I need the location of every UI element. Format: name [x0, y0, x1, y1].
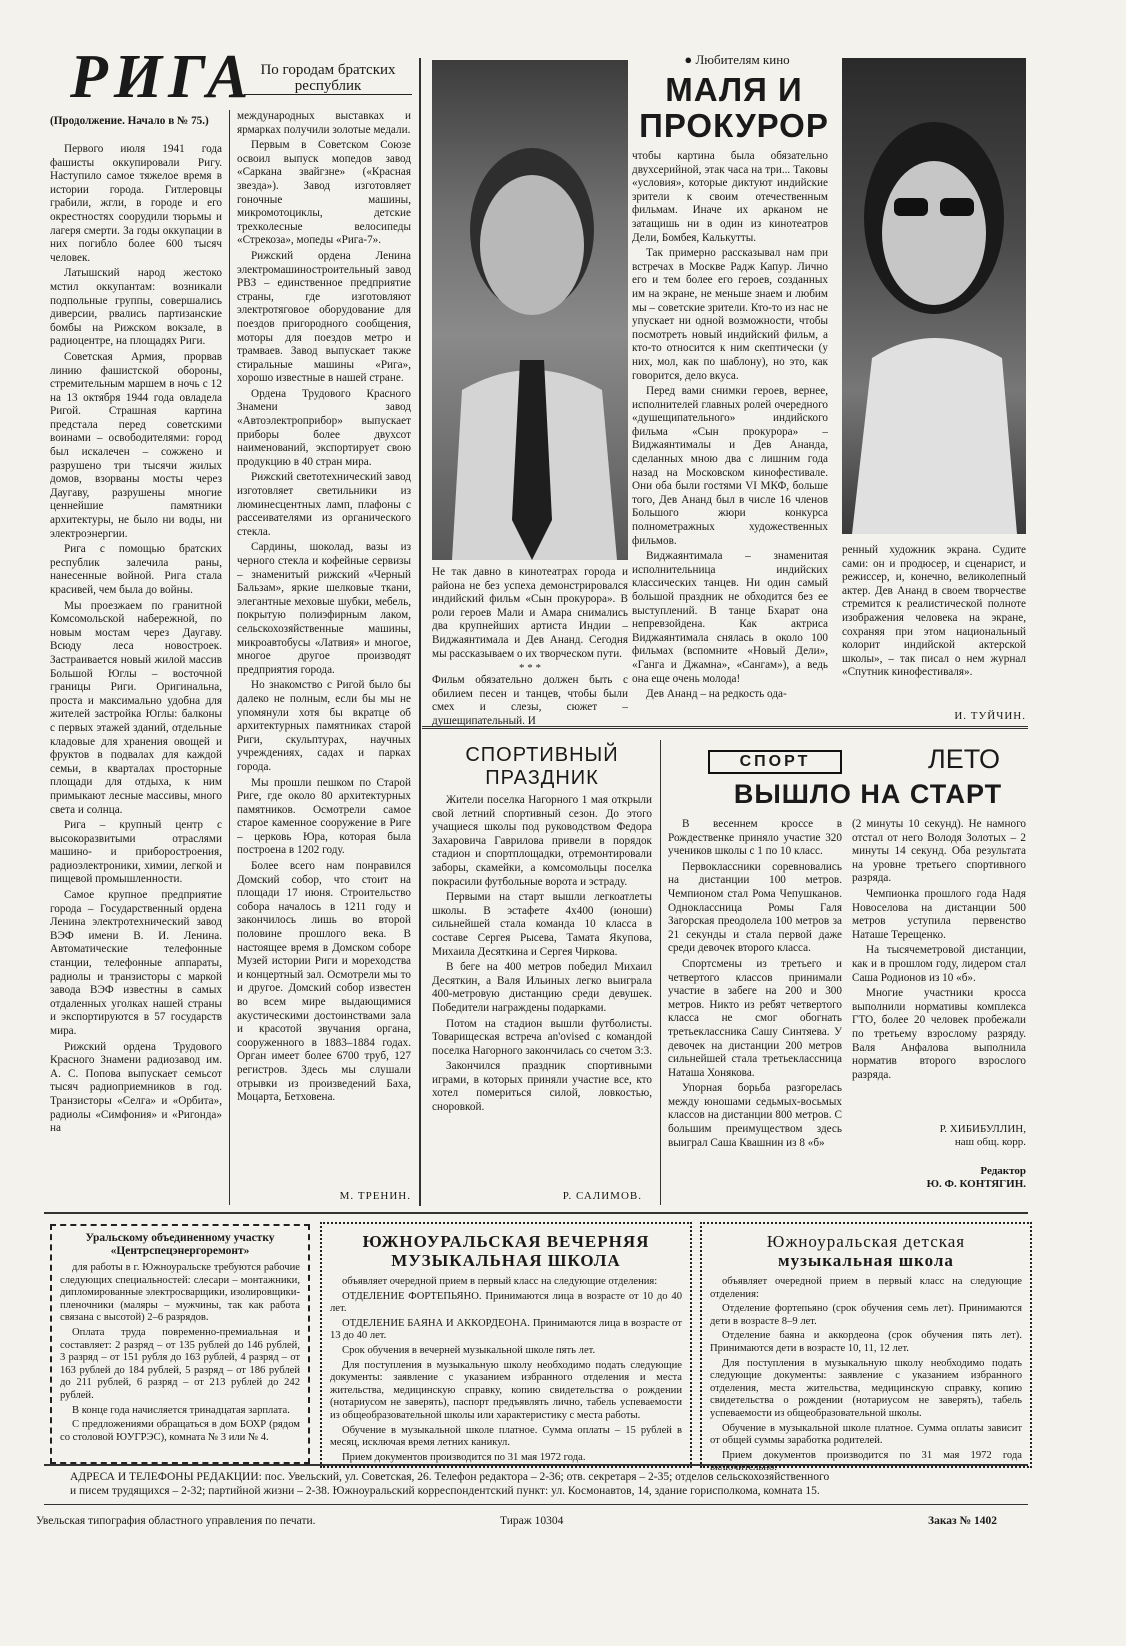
ad-title: ЮЖНОУРАЛЬСКАЯ ВЕЧЕРНЯЯ МУЗЫКАЛЬНАЯ ШКОЛА — [362, 1232, 650, 1270]
sport-right-headline-2: ВЫШЛО НА СТАРТ — [733, 779, 1003, 809]
sport-paragraph: Жители поселка Нагорного 1 мая открыли свой летний спортивный сезон. До этого учащиеся школы под руководством Федора Захаровича Гаврилова привели в порядок стадион и спортплощадки, отремонтировали заборы, скамейки, а комсомольцы поселка покрасили футбольные ворота и эстраду. — [432, 794, 652, 888]
ad-paragraph: для работы в г. Южноуральске требуются рабочие следующих специальностей: слесари – монтажники, дипломированные электросварщики, изолировщики-пленочники (маляры – мужчины, так как работа связана с высотой) 2–6 разрядов. — [60, 1262, 300, 1324]
ad-paragraph: Отделение баяна и аккордеона (срок обучения пять лет). Принимаются дети в возрасте 10, 11, 12 лет. — [710, 1330, 1022, 1354]
sport-right-column-b — [852, 818, 1026, 1118]
riga-paragraph: Советская Армия, прорвав линию фашистской обороны, стремительным маршем в ночь с 12 на 13 октября 1944 года овладела Ригой. Страшная картина предстала перед советскими воинами – освободителями: город был искалечен – сожжено и разрушено три тысячи жилых домов, взорваны мосты через Даугаву, разрушены многие ценнейшие памятники архитектуры, не было ни воды, ни электроэнергии. — [50, 350, 222, 540]
cinema-headline: МАЛЯ И ПРОКУРОР — [639, 71, 829, 144]
ad-paragraph: Для поступления в музыкальную школу необходимо подать следующие документы: заявление с указанием избранного отделения, места жительства, медицинскую справку, копию свидетельства о рождении (нотариусом не заверять), табель успеваемости из общеобразовательной школы. — [710, 1357, 1022, 1419]
riga-paragraph: Мы прошли пешком по Старой Риге, где около 80 архитектурных памятников. Осмотрели самое старое каменное сооружение в Риге – церковь Юра, которая была построена в 1202 году. — [237, 776, 411, 857]
editor-label: Редактор — [980, 1165, 1026, 1177]
bullet-icon: ● — [684, 52, 696, 67]
ad-paragraph: Срок обучения в вечерней музыкальной школе пять лет. — [342, 1344, 596, 1356]
column-divider — [660, 740, 661, 1205]
sport-paragraph: На тысячеметровой дистанции, как и в прошлом году, лидером стал Саша Родионов из 10 «б». — [852, 944, 1026, 984]
sport-left-column — [432, 794, 652, 1140]
riga-paragraph: Рижский ордена Ленина электромашиностроительный завод РВЗ – единственное предприятие страны, где изготовляют электротяговое оборудование для поездов пригородного сообщения, моторы для поездов метро и трамваев. Завод выпускает также стиральные машины «Рига», хорошо известные в нашей стране. — [237, 249, 411, 385]
editor-name: Ю. Ф. КОНТЯГИН. — [926, 1178, 1026, 1190]
photo-caption: Не так давно в кинотеатрах города и района не без успеха демонстрировался индийский фильм «Сын прокурора». В роли героев Мали и Амара снимались два крупнейших артиста Индии – Виджаянтимала и Дев Ананд. Сегодня мы рассказываем о их творческом пути. — [432, 566, 628, 660]
circulation: Тираж 10304 — [500, 1515, 564, 1527]
ad-paragraph: Прием документов производится по 31 мая 1972 года включительно. — [710, 1449, 1022, 1474]
riga-paragraph: Сардины, шоколад, вазы из черного стекла и кофейные сервизы – знаменитый рижский «Черный Бальзам», яркие шелковые ткани, элегантные меховые шубки, мебель, покрытую полиэфирным лаком, сельскохозяйственные машины, микроавтобусы «Латвия» и многое, многое другое производят предприятия города. — [237, 541, 411, 676]
riga-paragraph: Первым в Советском Союзе освоил выпуск мопедов завод «Саркана звайгзне» («Красная звезда»). Завод изготовляет гоночные машины, микромотоциклы, детские трехколесные велосипеды «Стрекоза», мопеды «Рига-7». — [237, 139, 411, 247]
editor-block — [852, 1165, 1026, 1191]
order-number: Заказ № 1402 — [928, 1515, 997, 1527]
sport-right-column-a — [668, 818, 842, 1198]
footer-divider — [44, 1504, 1028, 1505]
cinema-text-left-end: Фильм обязательно должен быть с обилием песен и танцев, чтобы были смех и слезы, сюжет – душещипательный. И — [432, 674, 628, 727]
sport-paragraph: (2 минуты 10 секунд). Не намного отстал от него Володя Золотых – 2 минуты 14 секунд. Оба результата на уровне третьего спортивного разряда. — [852, 818, 1026, 885]
sport-paragraph: Чемпионка прошлого года Надя Новоселова на дистанции 500 метров уступила первенство Наташе Терещенко. — [852, 887, 1026, 941]
sport-paragraph: Закончился праздник спортивными играми, в которых приняли участие все, кто хотел помериться силой, ловкостью, сноровкой. — [432, 1060, 652, 1114]
riga-paragraph: Рижский ордена Трудового Красного Знамени радиозавод им. А. С. Попова выпускает семьсот тысяч радиоприемников в год. Транзисторы «Селга» и «Орбита», радиолы «Симфония» и «Ригонда» на — [50, 1040, 222, 1135]
separator-stars: * * * — [519, 662, 541, 674]
ad-paragraph: Отделение фортепьяно (срок обучения семь лет). Принимаются дети в возрасте 8–9 лет. — [710, 1303, 1022, 1327]
ad-title: Уральскому объединенному участку «Центрспецэнергоремонт» — [85, 1232, 275, 1257]
ad-paragraph: ОТДЕЛЕНИЕ БАЯНА И АККОРДЕОНА. Принимаются лица в возрасте от 13 до 40 лет. — [330, 1317, 682, 1342]
sport-left-signature: Р. САЛИМОВ. — [562, 1190, 642, 1202]
ad-paragraph: С предложениями обращаться в дом БОХР (рядом со столовой ЮУГРЭС), комната № 3 или № 4. — [60, 1419, 300, 1443]
sport-right-headline-1: ЛЕТО — [927, 744, 1000, 774]
riga-column-1 — [50, 143, 222, 1205]
riga-paragraph: Первого июля 1941 года фашисты оккупировали Ригу. Наступило самое тяжелое время в истории города. Гитлеровцы грабили, жгли, в городе и его окрестностях соорудили тюрьмы и лагеря смерти. За годы оккупации в них погибло более 600 тысяч человек. — [50, 143, 222, 264]
column-divider — [419, 58, 421, 1206]
actor-photo — [432, 60, 628, 560]
printer-info: Увельская типография областного управления по печати. — [36, 1515, 316, 1527]
sport-paragraph: Потом на стадион вышли футболисты. Товарищеская встреча an'ovised с командой поселка Нагорного закончилась со счетом 3:3. — [432, 1017, 652, 1057]
ad-paragraph: Обучение в музыкальной школе платное. Сумма оплаты – 15 рублей в месяц, исключая время летних каникул. — [330, 1424, 682, 1449]
cinema-paragraph: Так примерно рассказывал нам при встречах в Москве Радж Капур. Лично его и тем более его героев, созданных им на экране, не меньше знаем и любим мы – советские зрители. Кто-то из нас не упускает ни одной возможности, чтобы посмотреть новый индийский фильм, а кто-то относится к ним скептически (у них, мол, как по шаблону), но это, как говорится, дело вкуса. — [632, 247, 828, 382]
sport-paragraph: Упорная борьба разгорелась между юношами седьмых-восьмых классов на дистанции 800 метров. С большим преимуществом здесь выиграл Саша Квашнин из 8 «б» — [668, 1082, 842, 1149]
riga-paragraph: Рижский светотехнический завод изготовляет светильники из люминесцентных ламп, плафоны с рассеивателями из органического стекла. — [237, 471, 411, 538]
sport-paragraph: В весеннем кроссе в Рождественке приняло участие 320 учеников школы с 1 по 10 класс. — [668, 818, 842, 858]
ad-title: Южноуральская детская музыкальная школа — [766, 1232, 966, 1270]
sport-paragraph: Первоклассники соревновались на дистанции 100 метров. Чемпионом стал Рома Чепушканов. Одноклассница Ромы Галя Загорская преодолела 100 метров за 21 секунды и стала первой даже среди девочек второго класса. — [668, 860, 842, 955]
cinema-paragraph: ренный художник экрана. Судите сами: он и продюсер, и сценарист, и режиссер, и, конечно, великолепный актер. Дев Ананд в своем творчестве стремится к реалистической полноте изображения человека на экране, сохраняя при этом национальный колорит индийской актерской школы», – так писал о нем журнал «Спутник кинофестиваля». — [842, 544, 1026, 679]
riga-paragraph: Латышский народ жестоко мстил оккупантам: возникали подпольные группы, совершались диверсии, рвались партизанские бомбы на Рижском вокзале, в радиоцентре, на площадях Риги. — [50, 267, 222, 348]
ad-paragraph: Оплата труда повременно-премиальная и составляет: 2 разряд – от 135 рублей до 146 рублей, 3 разряд – от 151 рубля до 163 рублей, 4 разряд – от 163 рублей до 184 рублей, 5 разряд – от 186 рублей до 211 рублей, 6 разряд – от 213 рублей до 242 рублей. — [60, 1326, 300, 1401]
section-divider — [422, 726, 1028, 729]
riga-paragraph: Более всего нам понравился Домский собор, что стоит на площади 17 июня. Строительство собора началось в 1211 году и закончилось лишь во второй половине прошлого века. В настоящее время в Домском соборе Музей истории Риги и мореходства и концертный зал. Осмотрели мы то и другое. Домский собор известен во всем мире выдающимися акустическими достоинствами зала и красотой звучания органа, сооруженного в 1883–1884 годах. Орган имеет более 6700 труб, 127 регистров. Здесь мы слушали отрывки из произведений Баха, Моцарта, Бетховена. — [237, 860, 411, 1104]
riga-paragraph: Но знакомство с Ригой было бы далеко не полным, если бы мы не упомянули хотя бы вкратце об архитектурных памятниках старой Риги, скульптурах, научных учреждениях, садах и парках города. — [237, 679, 411, 773]
riga-paragraph: международных выставках и ярмарках получили золотые медали. — [237, 110, 411, 136]
ad-paragraph: объявляет очередной прием в первый класс на следующие отделения: — [342, 1276, 658, 1287]
ad-centrspecenergoremont — [50, 1224, 310, 1464]
column-divider — [229, 110, 230, 1205]
cinema-paragraph: Виджаянтимала – знаменитая исполнительница индийских классических танцев. Ни один самый большой праздник не обходится без ее выступлений. В танце Бхарат она непревзойдена. Как актриса Виджаянтимала снялась в около 100 фильмах (вспомните «Новый Дели», «Ганга и Джамна», «Сангам»), а ведь она еще очень молода! — [632, 550, 828, 685]
cinema-rubric: ● Любителям кино — [684, 52, 790, 67]
cinema-column-right — [842, 544, 1026, 682]
ad-evening-music-school — [320, 1222, 692, 1468]
riga-title: РИГА — [70, 43, 255, 111]
riga-paragraph: Ордена Трудового Красного Знамени завод «Автоэлектроприбор» выпускает приборы более двухсот наименований, экспортирует свою продукцию в 40 стран мира. — [237, 387, 411, 468]
cinema-signature: И. ТУЙЧИН. — [954, 710, 1026, 722]
riga-paragraph: Самое крупное предприятие города – Государственный ордена Ленина электротехнический завод ВЭФ имени В. И. Ленина. Автоматические телефонные станции, телефонные аппараты, радиолы и транзисторы с маркой завода ВЭФ известны в самых отдаленных уголках нашей страны и экспортируются в 57 государств мира. — [50, 889, 222, 1037]
sport-right-signature: Р. ХИБИБУЛЛИН, наш общ. корр. — [939, 1123, 1026, 1148]
riga-paragraph: Рига с помощью братских республик залечила раны, нанесенные войной. Рига стала красивей, чем была до войны. — [50, 543, 222, 596]
riga-paragraph: Мы проезжаем по гранитной Комсомольской набережной, по новым мостам через Даугаву. Всюду леса новостроек. Застраивается новый жилой массив Большой Юглы – восточной границы Риги. Оригинальна, проста и максимально удобна для жителей застройка Юглы: балконы с первых этажей зданий, отдельные кладовые для хранения овощей и фруктов в подвалах для каждой семьи, в кварталах просторные площади для отдыха, к ним примыкают лесные массивы, много света и солнца. — [50, 599, 222, 816]
sport-left-headline: СПОРТИВНЫЙ ПРАЗДНИК — [465, 744, 619, 789]
editorial-addresses: АДРЕСА И ТЕЛЕФОНЫ РЕДАКЦИИ: пос. Увельский, ул. Советская, 26. Телефон редактора – 2-36; отв. секретаря – 2-35; отделов сельскохозяйственного и писем трудящихся – 2-32; партийной жизни – 2-38. Южноуральский корреспондентский пункт: ул. Космонавтов, 14, здание горисполкома, комната 15. — [70, 1471, 830, 1497]
ad-paragraph: В конце года начисляется тринадцатая зарплата. — [72, 1404, 290, 1416]
sport-paragraph: Многие участники кросса выполнили нормативы комплекса ГТО, более 20 человек пробежали по третьему взрослому разряду. Валя Анфалова выполнила норматив второго взрослого разряда. — [852, 987, 1026, 1081]
riga-rubric: По городам братских республик — [244, 62, 412, 95]
ad-paragraph: Обучение в музыкальной школе платное. Сумма оплаты зависит от общей суммы заработка родителей. — [710, 1422, 1022, 1447]
ad-children-music-school — [700, 1222, 1032, 1474]
actor-silhouette — [432, 60, 628, 560]
cinema-paragraph: Дев Ананд – на редкость ода- — [646, 688, 787, 701]
ads-divider — [44, 1212, 1028, 1214]
sport-paragraph: В беге на 400 метров победил Михаил Десяткин, а Валя Ильиных легко выиграла 400-метровую дистанцию среди девушек. Победители награждены подарками. — [432, 961, 652, 1014]
cinema-paragraph: Перед вами снимки героев, вернее, исполнителей главных ролей очередного «душещипательного» индийского фильма «Сын прокурора» – Виджаянтималы и Дев Ананда, сделанных мною два с лишним года назад на Московском кинофестивале. Они оба были гостями VI МКФ, больше того, Дев Ананд был в числе 16 членов Большого жюри конкурса полнометражных художественных фильмов. — [632, 385, 828, 547]
riga-column-2 — [237, 110, 411, 1190]
sport-tag: СПОРТ — [708, 750, 842, 774]
riga-signature: М. ТРЕНИН. — [339, 1190, 411, 1202]
ad-paragraph: ОТДЕЛЕНИЕ ФОРТЕПЬЯНО. Принимаются лица в возрасте от 10 до 40 лет. — [330, 1290, 682, 1315]
actress-silhouette — [842, 58, 1026, 534]
ad-paragraph: Для поступления в музыкальную школу необходимо подать следующие документы: заявление с указанием избранного отделения и места жительства, медицинскую справку, копию свидетельства о рождении (нотариусом не заверять), паспорт предъявлять лично, табель успеваемости из общеобразовательной школы или характеристику с места работы. — [330, 1359, 682, 1421]
sport-paragraph: Первыми на старт вышли легкоатлеты школы. В эстафете 4х400 (юноши) сильнейшей стала команда 10 класса в составе Сергея Рысева, Тамата Якупова, Михаила Десяткина и Сергея Чиркова. — [432, 891, 652, 958]
riga-paragraph: Рига – крупный центр с высокоразвитыми отраслями машино- и приборостроения, радиоэлектроники, химии, легкой и пищевой промышленности. — [50, 819, 222, 886]
ad-paragraph: Прием документов производится по 31 мая 1972 года. — [342, 1451, 586, 1463]
ad-paragraph: объявляет очередной прием в первый класс на следующие отделения: — [710, 1276, 1022, 1300]
cinema-column-mid — [632, 150, 828, 726]
riga-continuation: (Продолжение. Начало в № 75.) — [50, 115, 209, 127]
actress-photo — [842, 58, 1026, 534]
footer-divider — [44, 1464, 1028, 1466]
sport-paragraph: Спортсмены из третьего и четвертого классов принимали участие в забеге на 200 и 300 метров. Никто из ребят четвертого класса не смог обогнать третьеклассника Сашу Синтяева. У девочек на дистанции 200 метров сильнейшей стала третьеклассница Наташа Хонякова. — [668, 957, 842, 1079]
cinema-paragraph: чтобы картина была обязательно двухсерийной, этак часа на три... Таковы «условия», которые диктуют индийские зрители к своим отечественным фильмам. Иначе их арканом не затащишь ни в один из кинотеатров Дели, Бомбея, Калькутты. — [632, 150, 828, 244]
